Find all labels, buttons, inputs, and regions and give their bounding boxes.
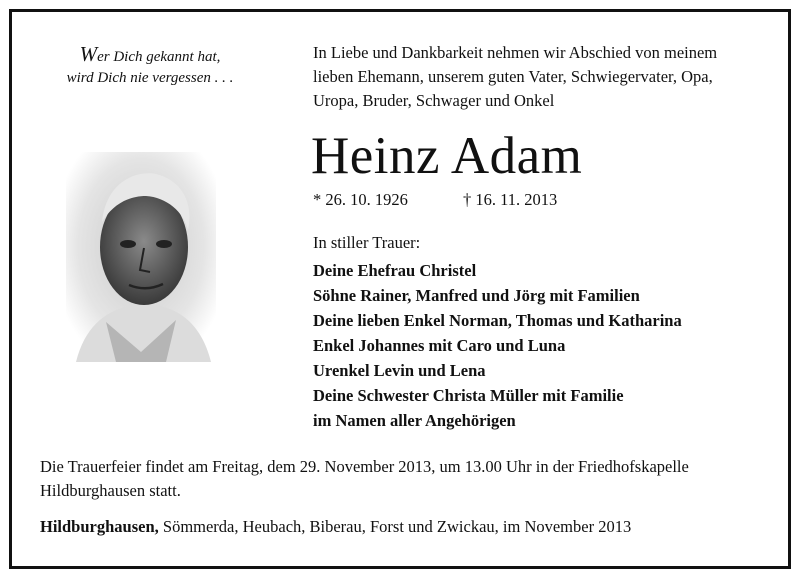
mourning-label: In stiller Trauer: — [313, 233, 421, 252]
intro-line-3: Uropa, Bruder, Schwager und Onkel — [313, 91, 555, 110]
mourner-line: Enkel Johannes mit Caro und Luna — [313, 336, 566, 355]
mourner-line: Urenkel Levin und Lena — [313, 361, 486, 380]
footer-rest: Sömmerda, Heubach, Biberau, Forst und Zwickau, im November 2013 — [158, 517, 632, 536]
mourner-line: Söhne Rainer, Manfred und Jörg mit Familien — [313, 286, 640, 305]
service-line-2: Hildburghausen statt. — [40, 481, 181, 500]
intro-line-2: lieben Ehemann, unserem guten Vater, Schwiegervater, Opa, — [313, 67, 713, 86]
footer-town: Hildburghausen, — [40, 517, 159, 536]
intro-line-1: In Liebe und Dankbarkeit nehmen wir Abschied von meinem — [313, 43, 718, 62]
motto-line-2: wird Dich nie vergessen . . . — [66, 70, 234, 86]
birth-date: * 26. 10. 1926 — [313, 190, 408, 209]
mourner-line: Deine lieben Enkel Norman, Thomas und Katharina — [313, 311, 682, 330]
intro-text — [313, 41, 773, 113]
deceased-name: Heinz Adam — [311, 127, 583, 185]
mourners-list — [313, 258, 682, 433]
mourner-line: im Namen aller Angehörigen — [313, 411, 516, 430]
motto-line-1-text: er Dich gekannt hat, — [97, 49, 221, 65]
motto-line-1 — [40, 44, 260, 68]
funeral-service-notice — [40, 455, 780, 503]
place-and-date — [40, 516, 631, 538]
mourner-line: Deine Schwester Christa Müller mit Familie — [313, 386, 624, 405]
portrait-photo — [66, 152, 216, 362]
mourner-line: Deine Ehefrau Christel — [313, 261, 477, 280]
motto-initial: W — [79, 42, 98, 66]
motto-quote — [40, 44, 260, 89]
death-date: † 16. 11. 2013 — [463, 190, 558, 209]
service-line-1: Die Trauerfeier findet am Freitag, dem 29. November 2013, um 13.00 Uhr in der Friedhofskapelle — [40, 457, 689, 476]
life-dates — [313, 189, 557, 211]
